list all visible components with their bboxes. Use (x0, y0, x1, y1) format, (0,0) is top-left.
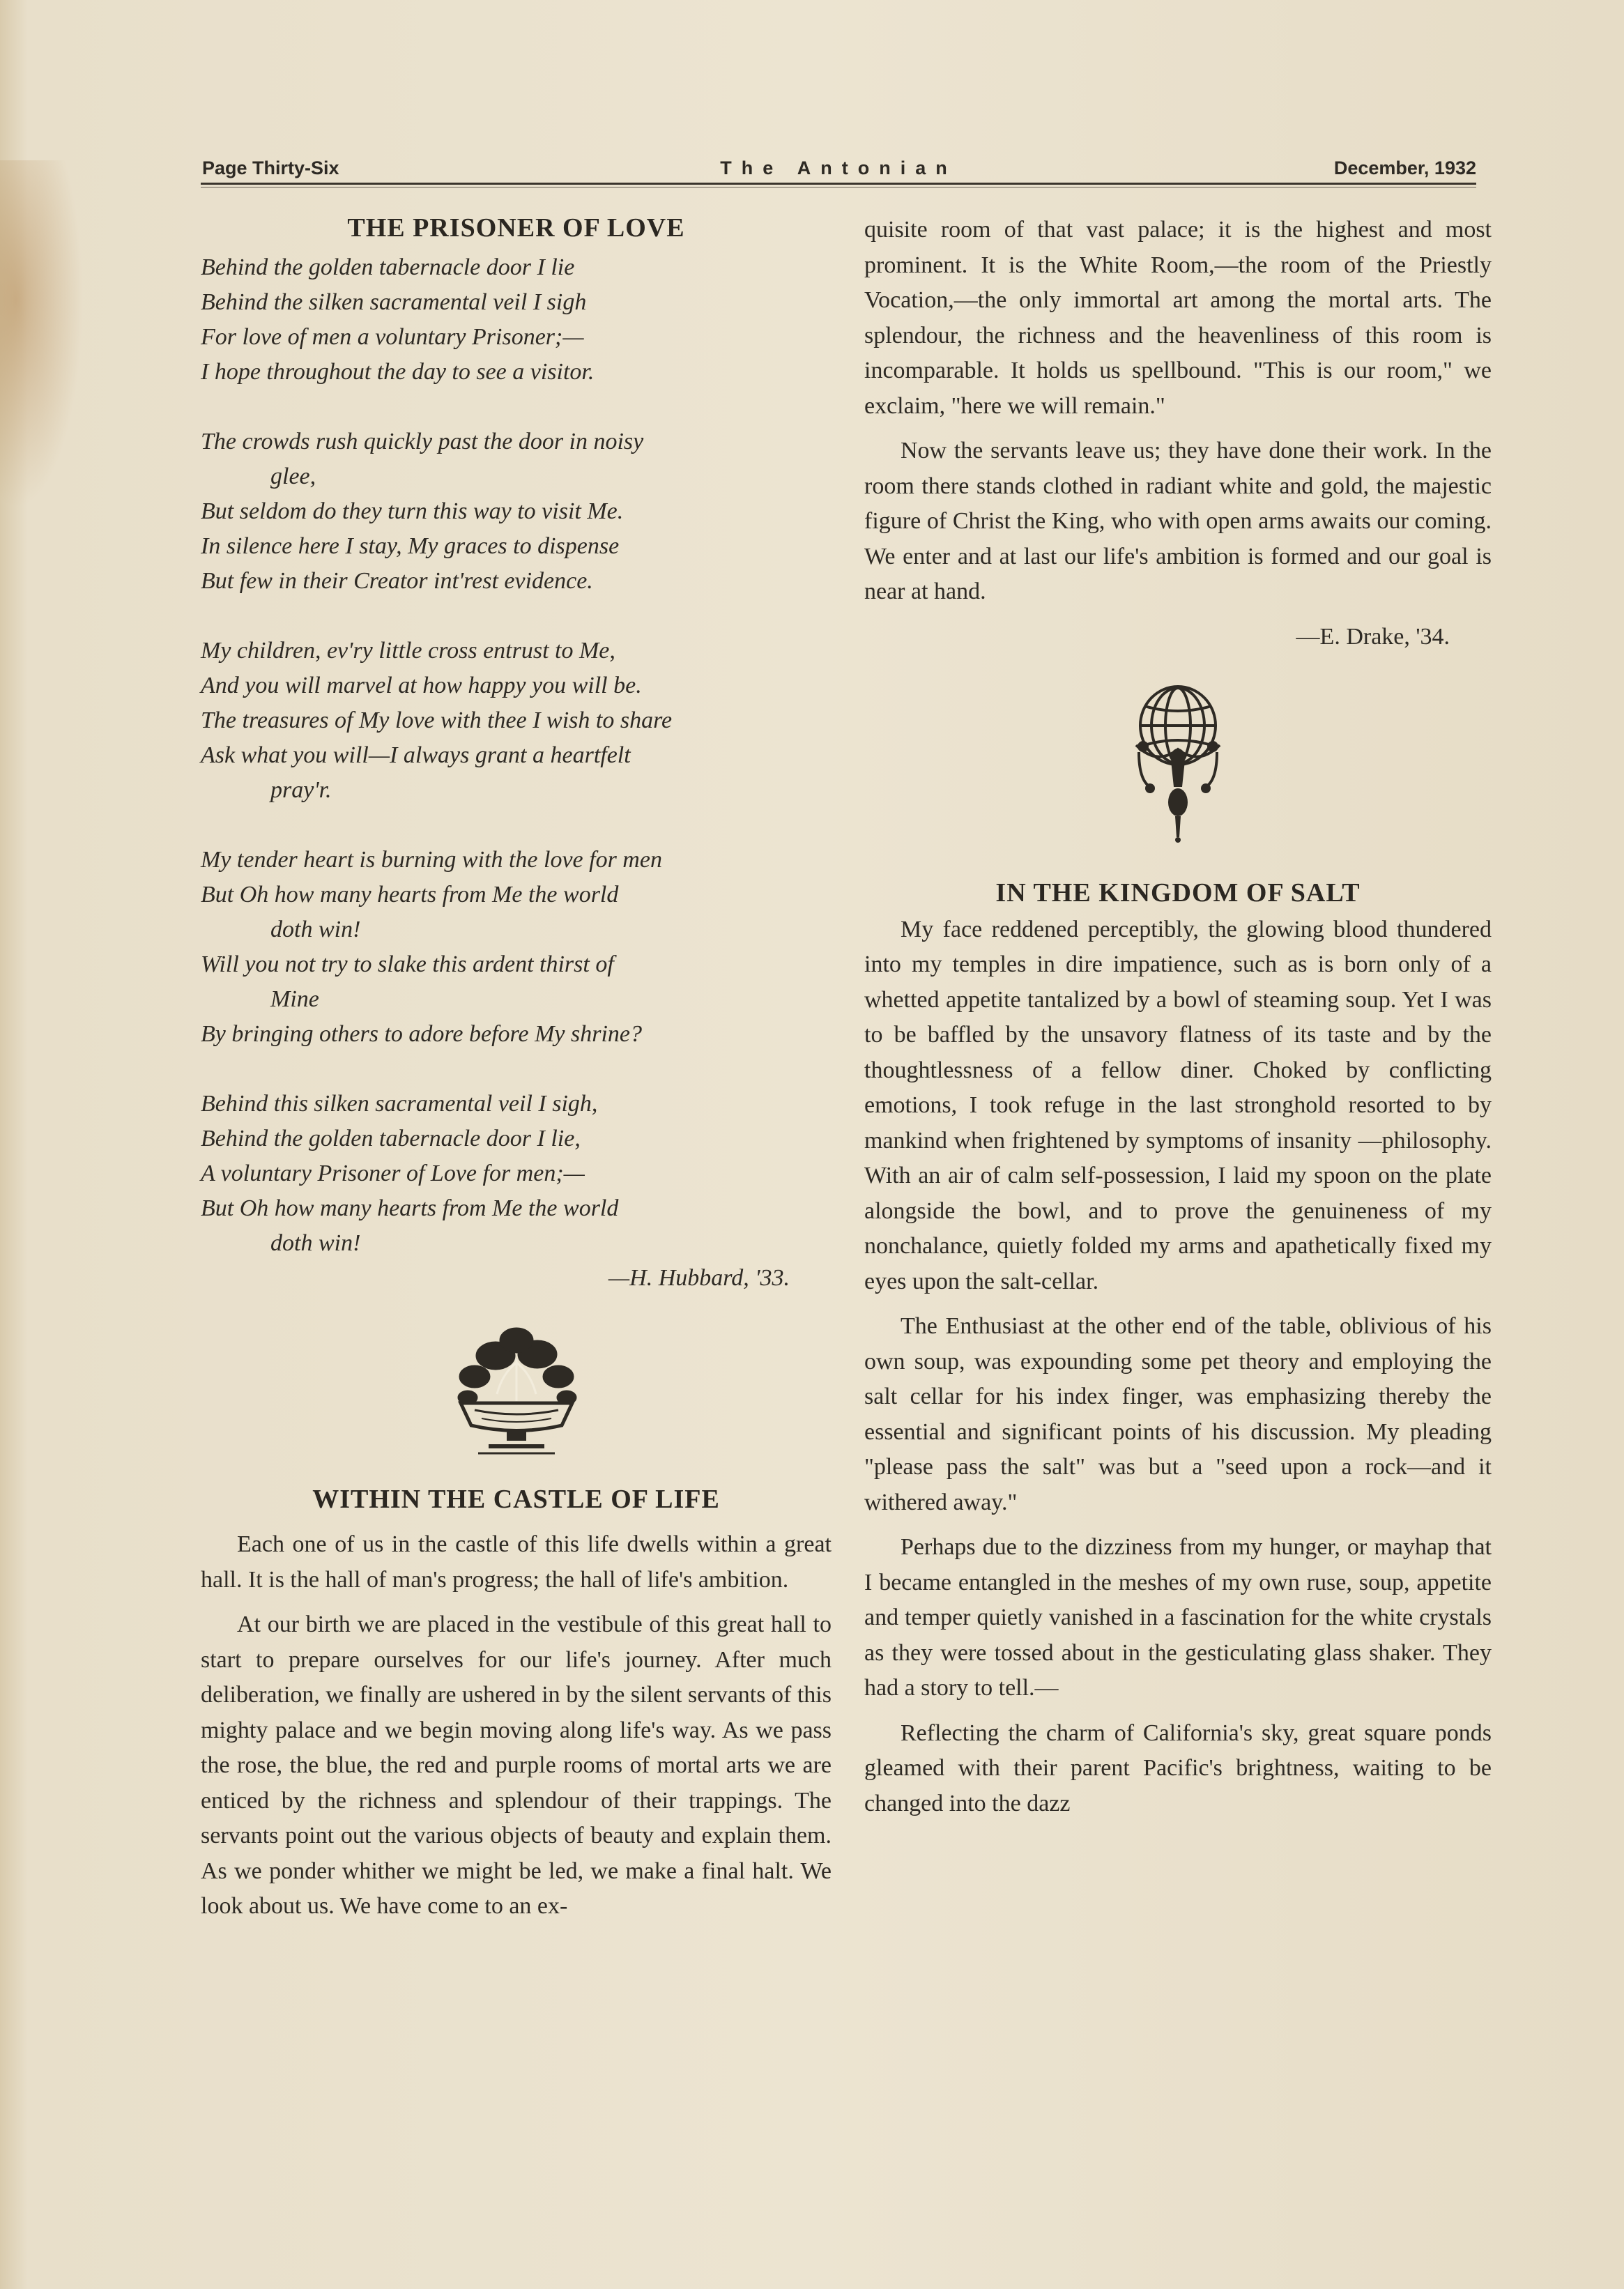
water-stain (0, 160, 84, 509)
poem-line: pray'r. (270, 777, 332, 803)
castle-paragraph: quisite room of that vast palace; it is the highest and most prominent. It is the White Room,—the room of the Priestly Vocation,—the only immortal art among the mortal arts. The splendour, the richness and the heavenliness of this room is incomparable. It holds us spellbound. "This is our room," we exclaim, "here we will remain." (864, 217, 1492, 419)
poem-line: doth win! (270, 917, 361, 942)
poem-line: The treasures of My love with thee I wish to share (201, 707, 673, 733)
castle-title: WITHIN THE CASTLE OF LIFE (312, 1485, 720, 1514)
poem-line: My tender heart is burning with the love for men (201, 847, 662, 873)
poem-line: Behind the golden tabernacle door I lie, (201, 1126, 581, 1151)
salt-paragraph: Perhaps due to the dizziness from my hunger, or mayhap that I became entangled in the meshes of my own ruse, soup, appetite and temper quietly vanished in a fascination for the white crystals as they were tossed about in the gesticulating glass shaker. They had a story to tell.— (864, 1534, 1492, 1701)
poem-line: A voluntary Prisoner of Love for men;— (201, 1161, 585, 1186)
salt-paragraph: My face reddened perceptibly, the glowing blood thundered into my temples in dire impatience, such as is born only of a whetted appetite tantalized by a bowl of steaming soup. Yet I was to be baffled by the unsavory flatness of its taste and by the thoughtlessness of a fellow diner. Choked by conflicting emotions, I took refuge in the last stronghold resorted to by mankind when frightened by symptoms of insanity —philosophy. With an air of calm self-possession, I laid my spoon on the plate alongside the bowl, and to prove the genuineness of my nonchalance, quietly folded my arms and apathetically fixed my eyes upon the salt-cellar. (864, 916, 1492, 1294)
castle-continuation (864, 213, 1492, 610)
poem-title: THE PRISONER OF LOVE (347, 213, 685, 243)
poem-body (201, 250, 832, 1261)
poem-line: I hope throughout the day to see a visitor. (201, 359, 595, 385)
poem-line: Mine (270, 986, 319, 1012)
medallion-garland-ornament (1129, 682, 1227, 843)
castle-signature: —E. Drake, '34. (1296, 623, 1450, 650)
poem-line: By bringing others to adore before My shrine? (201, 1021, 643, 1047)
poem-line: And you will marvel at how happy you will be. (201, 673, 642, 698)
castle-paragraph: Each one of us in the castle of this life dwells within a great hall. It is the hall of man's progress; the hall of life's ambition. (201, 1531, 832, 1593)
left-column (201, 213, 832, 1934)
poem-line: My children, ev'ry little cross entrust to Me, (201, 638, 615, 664)
castle-paragraph: At our birth we are placed in the vestibule of this great hall to start to prepare ourselves for our life's journey. After much deliberation, we finally are ushered in by the silent servants of this mighty palace and we begin moving along life's way. As we pass the rose, the blue, the red and purple rooms of mortal arts we are enticed by the richness and splendour of their trappings. The servants point out the various objects of beauty and explain them. As we ponder whither we might be led, we make a final halt. We look about us. We have come to an ex- (201, 1612, 832, 1919)
salt-paragraph: Reflecting the charm of California's sky, great square ponds gleamed with their parent Pacific's brightness, waiting to be changed into the dazz (864, 1720, 1492, 1816)
poem-line: The crowds rush quickly past the door in noisy (201, 429, 644, 454)
poem-line: But few in their Creator int'rest evidence. (201, 568, 593, 594)
magazine-title: The Antonian (720, 158, 957, 178)
issue-date: December, 1932 (1333, 158, 1476, 178)
salt-title: IN THE KINGDOM OF SALT (995, 878, 1361, 908)
poem-line: Ask what you will—I always grant a heartfelt (201, 742, 631, 768)
poem-line: doth win! (270, 1230, 361, 1256)
salt-paragraph: The Enthusiast at the other end of the table, oblivious of his own soup, was expounding some pet theory and employing the salt cellar for his index finger, was emphasizing thereby the essential and significant points of his discussion. My pleading "please pass the salt" was but a "seed upon a rock—and it withered away." (864, 1313, 1492, 1515)
poem-line: Behind the silken sacramental veil I sigh (201, 289, 587, 315)
castle-article (201, 1527, 832, 1924)
castle-paragraph: Now the servants leave us; they have done their work. In the room there stands clothed in radiant white and gold, the majestic figure of Christ the King, who with open arms awaits our coming. We enter and at last our life's ambition is formed and our goal is near at hand. (864, 438, 1492, 604)
page-header (201, 155, 1476, 185)
right-column (864, 213, 1492, 1831)
poem-line: Behind this silken sacramental veil I sigh, (201, 1091, 598, 1117)
poem-line: In silence here I stay, My graces to dispense (201, 533, 620, 559)
fountain-vase-ornament (447, 1321, 586, 1460)
poem-line: glee, (270, 464, 316, 489)
salt-article (864, 912, 1492, 1822)
poem-line: But Oh how many hearts from Me the world (201, 882, 619, 908)
page-number: Page Thirty-Six (202, 158, 339, 178)
poem-line: For love of men a voluntary Prisoner;— (201, 324, 584, 350)
poem-signature: —H. Hubbard, '33. (608, 1265, 790, 1291)
poem-line: Will you not try to slake this ardent thirst of (201, 951, 614, 977)
poem-line: But seldom do they turn this way to visit Me. (201, 498, 624, 524)
poem-line: But Oh how many hearts from Me the world (201, 1195, 619, 1221)
poem-line: Behind the golden tabernacle door I lie (201, 254, 575, 280)
